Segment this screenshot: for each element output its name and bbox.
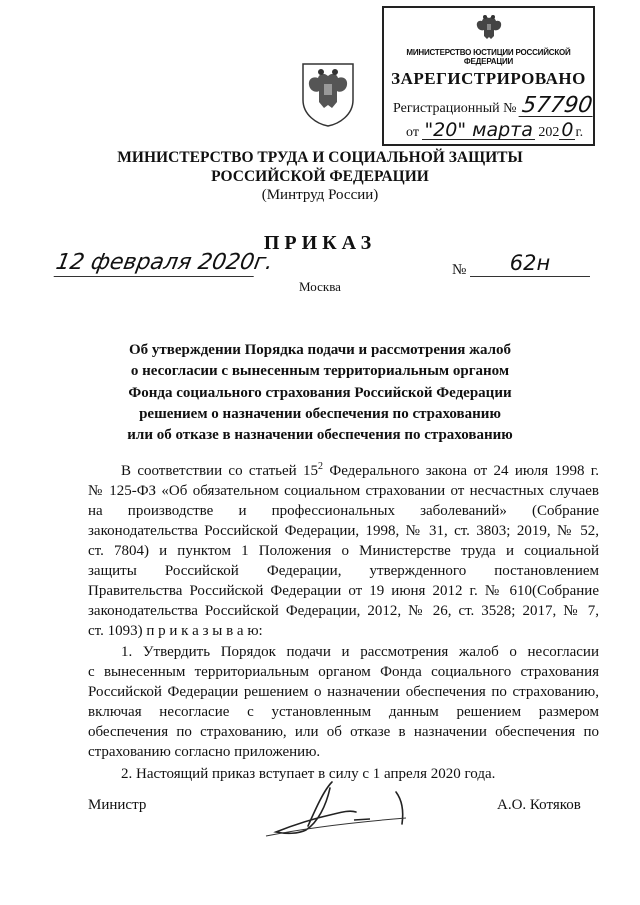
stamp-year-digit: 0 [561, 119, 574, 141]
stamp-reg-number: 57790 [520, 93, 594, 118]
stamp-year-suffix: г. [575, 125, 584, 140]
preamble-line: защиты Российской Федерации, утвержденного постановлением [88, 563, 599, 579]
ministry-short-name: (Минтруд России) [261, 187, 379, 203]
stamp-title: ЗАРЕГИСТРИРОВАНО [391, 69, 586, 88]
item1-line: включая несогласие с установленным данным решением размером [88, 704, 599, 720]
stamp-ministry: МИНИСТЕРСТВО ЮСТИЦИИ РОССИЙСКОЙ ФЕДЕРАЦИИ [406, 48, 571, 66]
item1-line: с вынесенным территориальным органом Фонда социального страхования [88, 664, 599, 680]
preamble-line: на производстве и профессиональных заболеваний» (Собрание [88, 503, 599, 519]
preamble-line: Правительства Российской Федерации от 19 июня 2012 г. № 610(Собрание [88, 583, 599, 599]
stamp-eagle-emblem-icon [474, 12, 504, 42]
stamp-reg-label: Регистрационный № [393, 101, 517, 116]
item1-line: обеспечения по страхованию, или об отказе в назначении обеспечения по [88, 724, 599, 740]
item2: 2. Настоящий приказ вступает в силу с 1 апреля 2020 года. [121, 766, 496, 782]
article-superscript: 2 [318, 461, 324, 472]
stamp-date-prefix: от [406, 125, 419, 140]
preamble-line: № 125-ФЗ «Об обязательном социальном страховании от несчастных случаев [88, 483, 599, 499]
order-number: 62н [470, 250, 590, 277]
title-line: решением о назначении обеспечения по страхованию [139, 406, 501, 422]
item1-line: Российской Федерации решением о назначении обеспечения по страхованию, [88, 684, 599, 700]
document-type: ПРИКАЗ [263, 232, 377, 254]
item1-line: страхованию согласно приложению. [88, 744, 321, 760]
ministry-name-line1: МИНИСТЕРСТВО ТРУДА И СОЦИАЛЬНОЙ ЗАЩИТЫ [117, 149, 523, 166]
signatory-name: А.О. Котяков [497, 797, 581, 813]
registration-stamp [382, 6, 595, 146]
preamble-line: законодательства Российской Федерации, 1998, № 31, ст. 3803; 2019, № 52, [88, 523, 599, 539]
preamble-line: законодательства Российской Федерации, 2012, № 26, ст. 3528; 2017, № 7, [88, 603, 599, 619]
item1-first-line: 1. Утвердить Порядок подачи и рассмотрения жалоб о несогласии [121, 644, 599, 660]
state-emblem-icon [299, 60, 357, 128]
title-line: о несогласии с вынесенным территориальным органом [130, 363, 510, 379]
preamble-line: ст. 1093) п р и к а з ы в а ю: [88, 623, 263, 639]
preamble-line: ст. 7804) и пунктом 1 Положения о Министерстве труда и социальной [88, 543, 599, 559]
ministry-name-line2: РОССИЙСКОЙ ФЕДЕРАЦИИ [211, 168, 429, 185]
signatory-position: Министр [88, 797, 147, 813]
stamp-date-line [406, 121, 583, 141]
stamp-date: "20" марта [424, 119, 533, 141]
title-line: Фонда социального страхования Российской Федерации [128, 385, 512, 401]
title-line: Об утверждении Порядка подачи и рассмотрения жалоб [128, 342, 512, 358]
stamp-registration-line [393, 93, 594, 118]
preamble-first-line [121, 461, 599, 480]
preamble-text: В соответствии со статьей 15 [121, 463, 319, 479]
title-line: или об отказе в назначении обеспечения по страхованию [127, 427, 513, 443]
order-number-label: № [452, 262, 467, 278]
order-date: 12 февраля 2020г. [53, 250, 275, 275]
stamp-year-prefix: 202 [538, 125, 560, 140]
preamble-text: Федерального закона от 24 июля 1998 г. [323, 463, 599, 479]
handwritten-signature [246, 778, 436, 838]
city: Москва [299, 279, 341, 294]
